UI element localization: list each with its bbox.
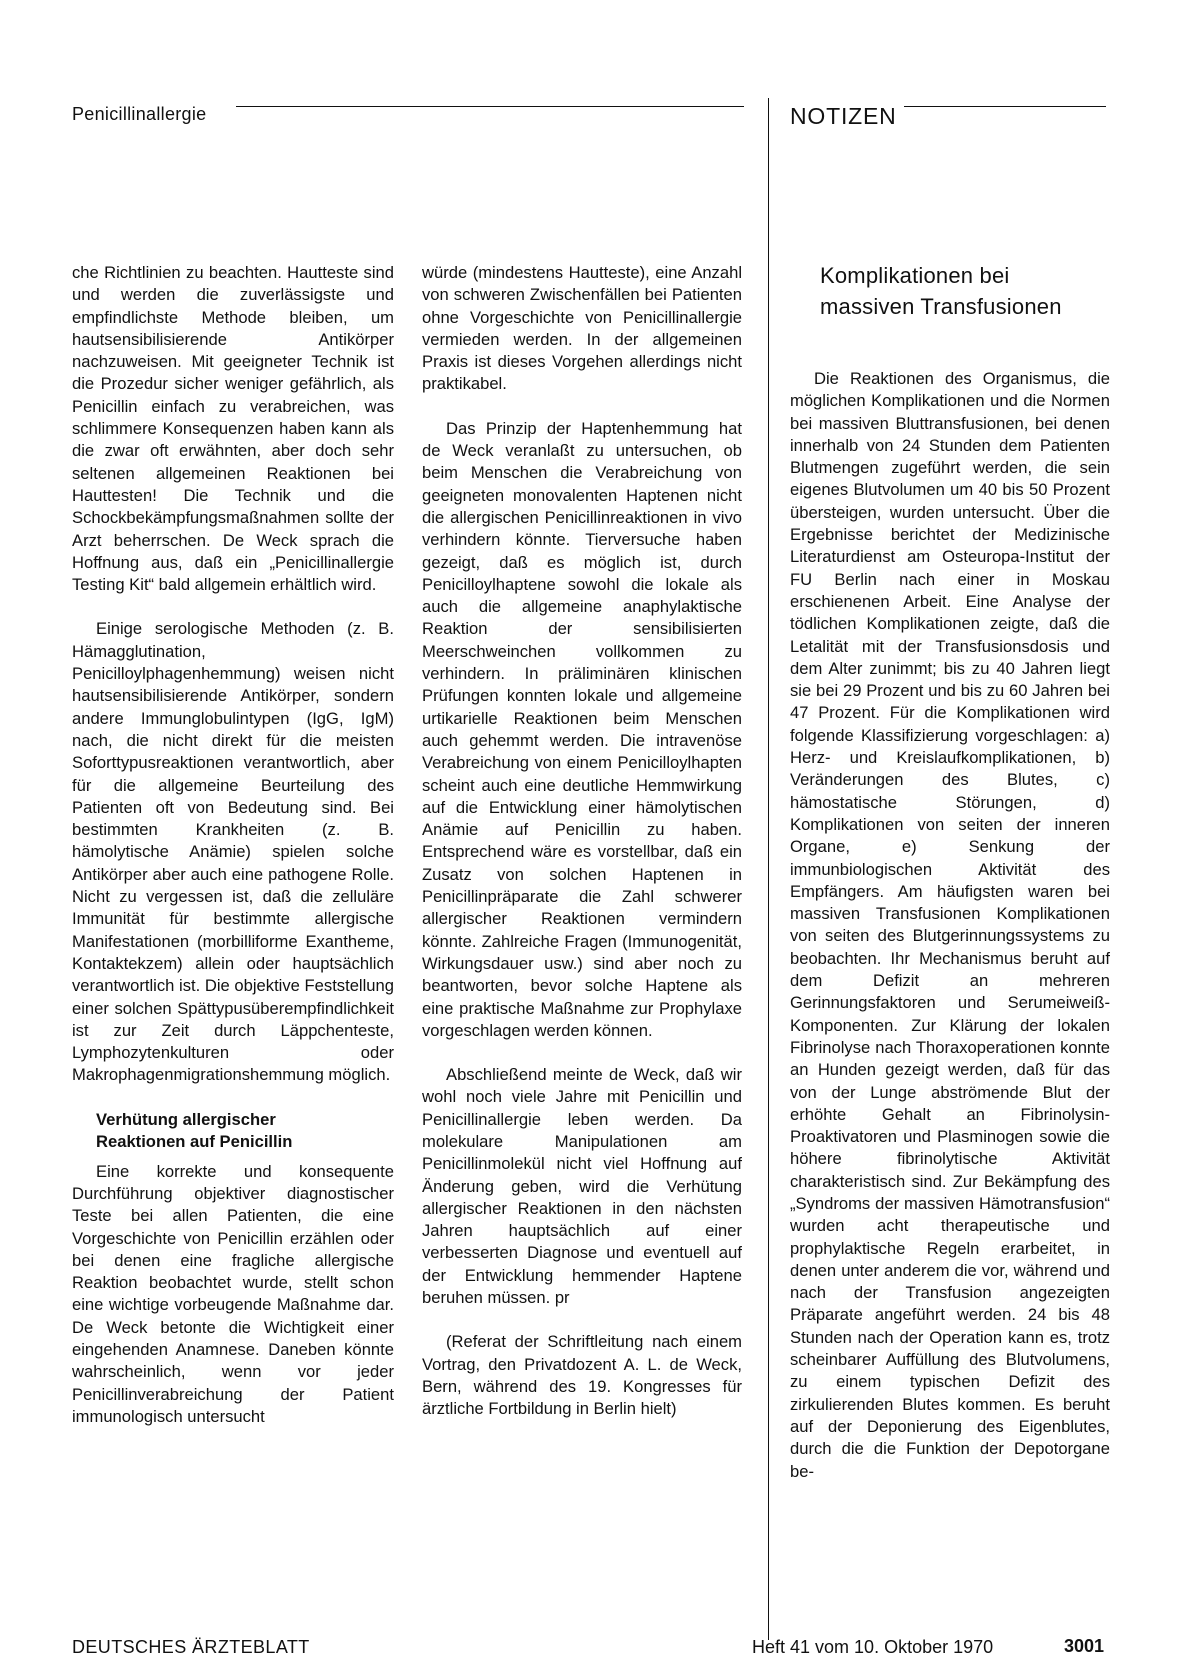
subheading-line: Verhütung allergischer [96, 1109, 276, 1129]
left-column [72, 262, 394, 1450]
running-title: Penicillinallergie [72, 104, 207, 124]
header-rule-right [904, 106, 1106, 107]
article-title-line: massiven Transfusionen [820, 294, 1062, 319]
paragraph: che Richtlinien zu beachten. Hautteste sind und werden die zuverlässigste und empfindlichste Methode bleiben, um hautsensibilisierende Antikörper nachzuweisen. Mit geeigneter Technik ist die Prozedur sicher weniger gefährlich, als Penicillin einfach zu verabreichen, was schlimmere Konsequenzen haben kann als die zwar oft erwähnten, aber doch sehr seltenen allgemeinen Reaktionen bei Hauttesten! Die Technik und die Schockbekämpfungsmaßnahmen sollte der Arzt beherrschen. De Weck sprach die Hoffnung aus, daß ein „Penicillinallergie Testing Kit“ bald allgemein erhältlich wird. [72, 263, 394, 595]
column-divider [768, 98, 769, 1640]
article-title-line: Komplikationen bei [820, 263, 1010, 288]
paragraph: Einige serologische Methoden (z. B. Hämagglutination, Penicilloylphagenhemmung) weisen nicht hautsensibilisierende Antikörper, sondern andere Immunglobulintypen (IgG, IgM) nach, die nicht direkt für die meisten Soforttypusreaktionen verantwortlich, aber für die allgemeine Beurteilung des Patienten oft von Bedeutung sind. Bei bestimmten Krankheiten (z. B. hämolytische Anämie) spielen solche Antikörper aber auch eine pathogene Rolle. Nicht zu vergessen ist, daß die zelluläre Immunität für bestimmte allergische Manifestationen (morbilliforme Exantheme, Kontaktekzem) allein oder hauptsächlich verantwortlich ist. Die objektive Feststellung einer solchen Spättypusüberempfindlichkeit ist zur Zeit durch Läppchenteste, Lymphozytenkulturen oder Makrophagenmigrationshemmung möglich. [72, 619, 394, 1085]
header-rule-left [236, 106, 744, 107]
right-column [790, 368, 1110, 1505]
paragraph: Die Reaktionen des Organismus, die möglichen Komplikationen und die Normen bei massiven Bluttransfusionen, bei denen innerhalb von 24 Stunden dem Patienten Blutmengen zugeführt werden, die sein eigenes Blutvolumen um 40 bis 50 Prozent übersteigen, wurden untersucht. Über die Ergebnisse berichtet der Medizinische Literaturdienst am Osteuropa-Institut der FU Berlin nach einer in Moskau erschienenen Arbeit. Eine Analyse der tödlichen Komplikationen zeigte, daß die Letalität mit der Transfusionsdosis und dem Alter zunimmt; bis zu 40 Jahren liegt sie bei 29 Prozent und bis zu 60 Jahren bei 47 Prozent. Für die Komplikationen wird folgende Klassifizierung vorgeschlagen: a) Herz- und Kreislaufkomplikationen, b) Veränderungen des Blutes, c) hämostatische Störungen, d) Komplikationen von seiten der inneren Organe, e) Senkung der immunbiologischen Aktivität des Empfängers. Am häufigsten waren bei massiven Transfusionen Komplikationen von seiten des Blutgerinnungssystems zu beobachten. Ihr Mechanismus beruht auf dem Defizit an mehreren Gerinnungsfaktoren und Serumeiweiß-Komponenten. Zur Klärung der lokalen Fibrinolyse nach Thoraxoperationen konnte an Hunden gezeigt werden, daß für das von der Lunge abströmende Blut der erhöhte Gehalt an Fibrinolysin-Proaktivatoren und Plasminogen sowie die höhere fibrinolytische Aktivität charakteristisch sind. Zur Bekämpfung des „Syndroms der massiven Hämotransfusion“ wurden acht therapeutische und prophylaktische Regeln erarbeitet, in denen unter anderem die vor, während und nach der Transfusion angezeigten Präparate angeführt werden. 24 bis 48 Stunden nach der Operation kann es, trotz scheinbarer Auffüllung des Blutvolumens, zu einem typischen Defizit des zirkulierenden Blutes kommen. Es beruht auf der Deponierung des Eigenblutes, durch die die Funktion der Depotorgane be- [790, 369, 1110, 1481]
journal-name: DEUTSCHES ÄRZTEBLATT [72, 1637, 310, 1657]
middle-column [422, 262, 742, 1443]
issue-date: Heft 41 vom 10. Oktober 1970 [752, 1637, 994, 1657]
subheading [96, 1109, 394, 1153]
paragraph: (Referat der Schriftleitung nach einem Vortrag, den Privatdozent A. L. de Weck, Bern, während des 19. Kongresses für ärztliche Fortbildung in Berlin hielt) [422, 1332, 742, 1419]
article-title [820, 260, 1120, 322]
subheading-line: Reaktionen auf Penicillin [96, 1131, 293, 1151]
paragraph: würde (mindestens Hautteste), eine Anzahl von schweren Zwischenfällen bei Patienten ohne Vorgeschichte von Penicillinallergie vermieden werden. In der allgemeinen Praxis ist dieses Vorgehen allerdings nicht praktikabel. [422, 263, 742, 394]
paragraph: Das Prinzip der Haptenhemmung hat de Weck veranlaßt zu untersuchen, ob beim Menschen die Verabreichung von geeigneten monovalenten Haptenen nicht die allergischen Penicillinreaktionen in vivo verhindern könnte. Tierversuche haben gezeigt, daß es möglich ist, durch Penicilloylhaptene sowohl die lokale als auch die allgemeine anaphylaktische Reaktion der sensibilisierten Meerschweinchen vollkommen zu verhindern. In präliminären klinischen Prüfungen konnten lokale und allgemeine urtikarielle Reaktionen beim Menschen auch gehemmt werden. Die intravenöse Verabreichung von einem Penicilloylhapten scheint auch eine deutliche Hemmwirkung auf die Entwicklung einer hämolytischen Anämie auf Penicillin zu haben. Entsprechend wäre es vorstellbar, daß ein Zusatz von solchen Haptenen in Penicillinpräparate die Zahl schwerer allergischer Reaktionen vermindern könnte. Zahlreiche Fragen (Immunogenität, Wirkungsdauer usw.) sind aber noch zu beantworten, bevor solche Haptene als eine praktische Maßnahme zur Prophylaxe vorgeschlagen werden können. [422, 418, 742, 1040]
paragraph: Eine korrekte und konsequente Durchführung objektiver diagnostischer Teste bei allen Patienten, die eine Vorgeschichte von Penicillin erzählen oder bei denen eine fragliche allergische Reaktion beobachtet wurde, stellt schon eine wichtige vorbeugende Maßnahme dar. De Weck betonte die Wichtigkeit einer eingehenden Anamnese. Daneben könnte wahrscheinlich, wenn vor jeder Penicillinverabreichung der Patient immunologisch untersucht [72, 1161, 394, 1426]
section-title: NOTIZEN [790, 103, 897, 129]
paragraph: Abschließend meinte de Weck, daß wir wohl noch viele Jahre mit Penicillin und Penicillinallergie leben werden. Da molekulare Manipulationen am Penicillinmolekül nicht viel Hoffnung auf Änderung geben, wird die Verhütung allergischer Reaktionen in den nächsten Jahren hauptsächlich auf einer verbesserten Diagnose und eventuell auf der Entwicklung hemmender Haptene beruhen müssen. pr [422, 1065, 742, 1308]
page-number: 3001 [1064, 1636, 1105, 1656]
